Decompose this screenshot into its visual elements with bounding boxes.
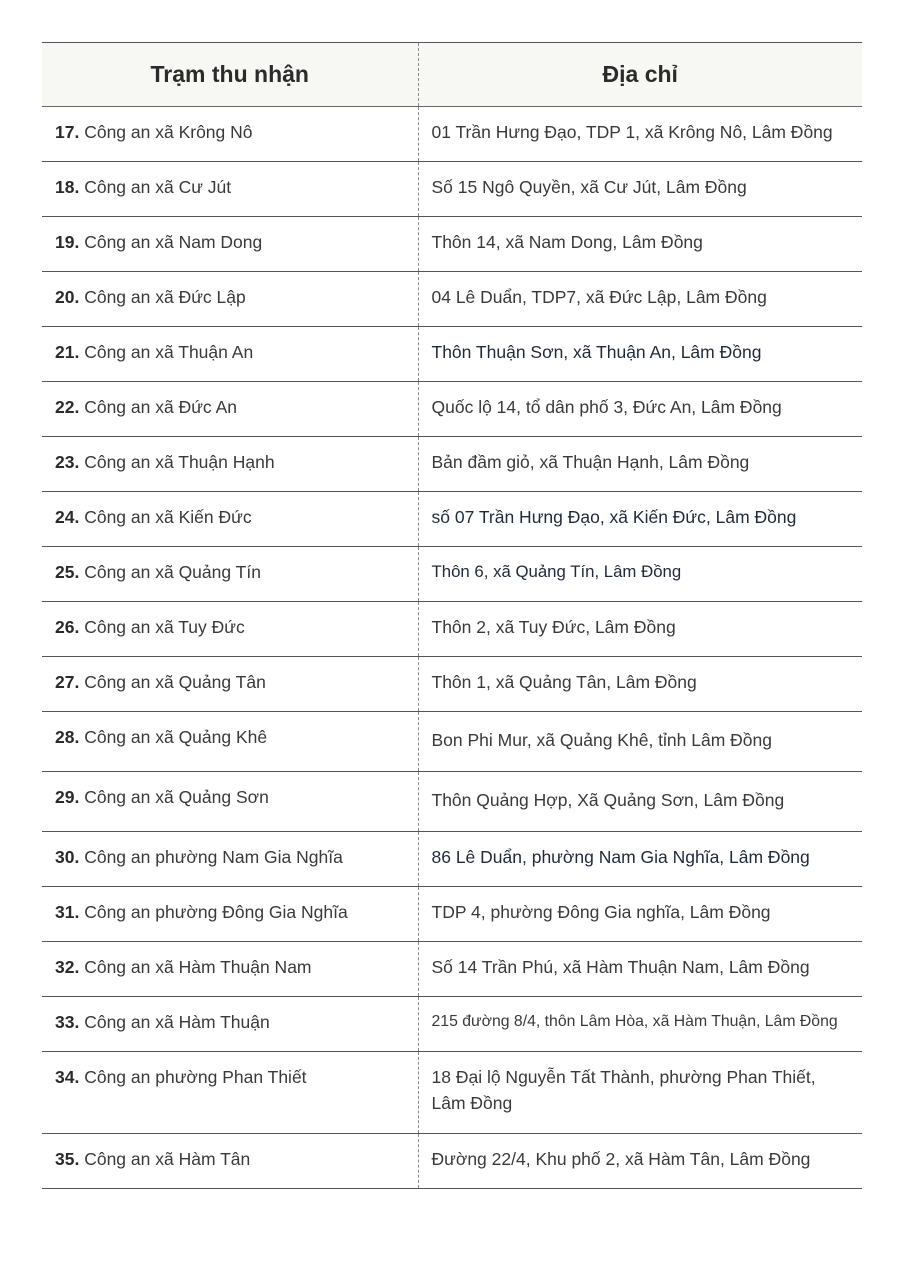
station-name: Công an phường Nam Gia Nghĩa <box>84 847 343 867</box>
table-header <box>42 43 862 107</box>
row-number: 28. <box>55 727 80 747</box>
table-row <box>42 712 862 772</box>
station-cell <box>42 997 418 1052</box>
row-number: 19. <box>55 232 80 252</box>
station-cell <box>42 942 418 997</box>
row-number: 32. <box>55 957 80 977</box>
station-cell <box>42 547 418 602</box>
address-cell: Thôn Quảng Hợp, Xã Quảng Sơn, Lâm Đồng <box>418 772 862 832</box>
row-number: 18. <box>55 177 80 197</box>
row-number: 24. <box>55 507 80 527</box>
station-cell <box>42 1134 418 1189</box>
table-body <box>42 107 862 1189</box>
station-name: Công an xã Đức Lập <box>84 287 246 307</box>
header-address: Địa chỉ <box>418 43 862 107</box>
station-name: Công an xã Quảng Tín <box>84 562 261 582</box>
station-name: Công an xã Hàm Thuận <box>84 1012 270 1032</box>
station-name: Công an xã Quảng Khê <box>84 727 268 747</box>
station-cell <box>42 772 418 832</box>
station-name: Công an phường Đông Gia Nghĩa <box>84 902 348 922</box>
station-cell <box>42 437 418 492</box>
address-cell: Số 15 Ngô Quyền, xã Cư Jút, Lâm Đồng <box>418 162 862 217</box>
address-cell: 86 Lê Duẩn, phường Nam Gia Nghĩa, Lâm Đồng <box>418 832 862 887</box>
table-row <box>42 657 862 712</box>
station-name: Công an xã Quảng Sơn <box>84 787 269 807</box>
table-row <box>42 107 862 162</box>
header-station: Trạm thu nhận <box>42 43 418 107</box>
station-name: Công an xã Thuận An <box>84 342 254 362</box>
table-row <box>42 832 862 887</box>
station-name: Công an xã Hàm Thuận Nam <box>84 957 312 977</box>
row-number: 34. <box>55 1067 80 1087</box>
table-row <box>42 327 862 382</box>
station-name: Công an xã Krông Nô <box>84 122 253 142</box>
station-cell <box>42 712 418 772</box>
station-cell <box>42 887 418 942</box>
station-cell <box>42 327 418 382</box>
row-number: 25. <box>55 562 80 582</box>
table-row <box>42 272 862 327</box>
address-cell: 01 Trần Hưng Đạo, TDP 1, xã Krông Nô, Lâm Đồng <box>418 107 862 162</box>
station-cell <box>42 107 418 162</box>
row-number: 23. <box>55 452 80 472</box>
row-number: 29. <box>55 787 80 807</box>
address-cell: Thôn 14, xã Nam Dong, Lâm Đồng <box>418 217 862 272</box>
station-cell <box>42 832 418 887</box>
station-cell <box>42 272 418 327</box>
address-cell: số 07 Trần Hưng Đạo, xã Kiến Đức, Lâm Đồng <box>418 492 862 547</box>
table-row <box>42 217 862 272</box>
address-cell: Thôn Thuận Sơn, xã Thuận An, Lâm Đồng <box>418 327 862 382</box>
station-address-table <box>42 42 862 1189</box>
row-number: 27. <box>55 672 80 692</box>
table-row <box>42 772 862 832</box>
station-name: Công an xã Tuy Đức <box>84 617 245 637</box>
table-row <box>42 162 862 217</box>
header-row <box>42 43 862 107</box>
row-number: 31. <box>55 902 80 922</box>
row-number: 26. <box>55 617 80 637</box>
row-number: 21. <box>55 342 80 362</box>
table-row <box>42 942 862 997</box>
address-cell: Đường 22/4, Khu phố 2, xã Hàm Tân, Lâm Đồng <box>418 1134 862 1189</box>
address-cell: Thôn 2, xã Tuy Đức, Lâm Đồng <box>418 602 862 657</box>
station-name: Công an phường Phan Thiết <box>84 1067 307 1087</box>
table-row <box>42 547 862 602</box>
station-name: Công an xã Hàm Tân <box>84 1149 251 1169</box>
station-cell <box>42 382 418 437</box>
document-page <box>42 42 862 1189</box>
address-cell: 04 Lê Duẩn, TDP7, xã Đức Lập, Lâm Đồng <box>418 272 862 327</box>
row-number: 17. <box>55 122 80 142</box>
address-cell: Thôn 1, xã Quảng Tân, Lâm Đồng <box>418 657 862 712</box>
station-cell <box>42 217 418 272</box>
station-cell <box>42 492 418 547</box>
station-name: Công an xã Nam Dong <box>84 232 263 252</box>
row-number: 30. <box>55 847 80 867</box>
address-cell: Số 14 Trần Phú, xã Hàm Thuận Nam, Lâm Đồng <box>418 942 862 997</box>
station-cell <box>42 602 418 657</box>
address-cell: TDP 4, phường Đông Gia nghĩa, Lâm Đồng <box>418 887 862 942</box>
station-name: Công an xã Cư Jút <box>84 177 232 197</box>
station-name: Công an xã Kiến Đức <box>84 507 252 527</box>
address-cell: 18 Đại lộ Nguyễn Tất Thành, phường Phan Thiết, Lâm Đồng <box>418 1052 862 1134</box>
address-cell: Thôn 6, xã Quảng Tín, Lâm Đồng <box>418 547 862 602</box>
address-cell: Quốc lộ 14, tổ dân phố 3, Đức An, Lâm Đồng <box>418 382 862 437</box>
station-cell <box>42 657 418 712</box>
station-cell <box>42 1052 418 1134</box>
table-row <box>42 382 862 437</box>
row-number: 22. <box>55 397 80 417</box>
station-name: Công an xã Thuận Hạnh <box>84 452 275 472</box>
table-row <box>42 1134 862 1189</box>
table-row <box>42 887 862 942</box>
table-row <box>42 492 862 547</box>
table-row <box>42 602 862 657</box>
address-cell: Bản đầm giỏ, xã Thuận Hạnh, Lâm Đồng <box>418 437 862 492</box>
row-number: 33. <box>55 1012 80 1032</box>
address-cell: 215 đường 8/4, thôn Lâm Hòa, xã Hàm Thuận, Lâm Đồng <box>418 997 862 1052</box>
station-cell <box>42 162 418 217</box>
address-cell: Bon Phi Mur, xã Quảng Khê, tỉnh Lâm Đồng <box>418 712 862 772</box>
table-row <box>42 1052 862 1134</box>
row-number: 35. <box>55 1149 80 1169</box>
station-name: Công an xã Đức An <box>84 397 237 417</box>
table-row <box>42 437 862 492</box>
row-number: 20. <box>55 287 80 307</box>
station-name: Công an xã Quảng Tân <box>84 672 266 692</box>
table-row <box>42 997 862 1052</box>
